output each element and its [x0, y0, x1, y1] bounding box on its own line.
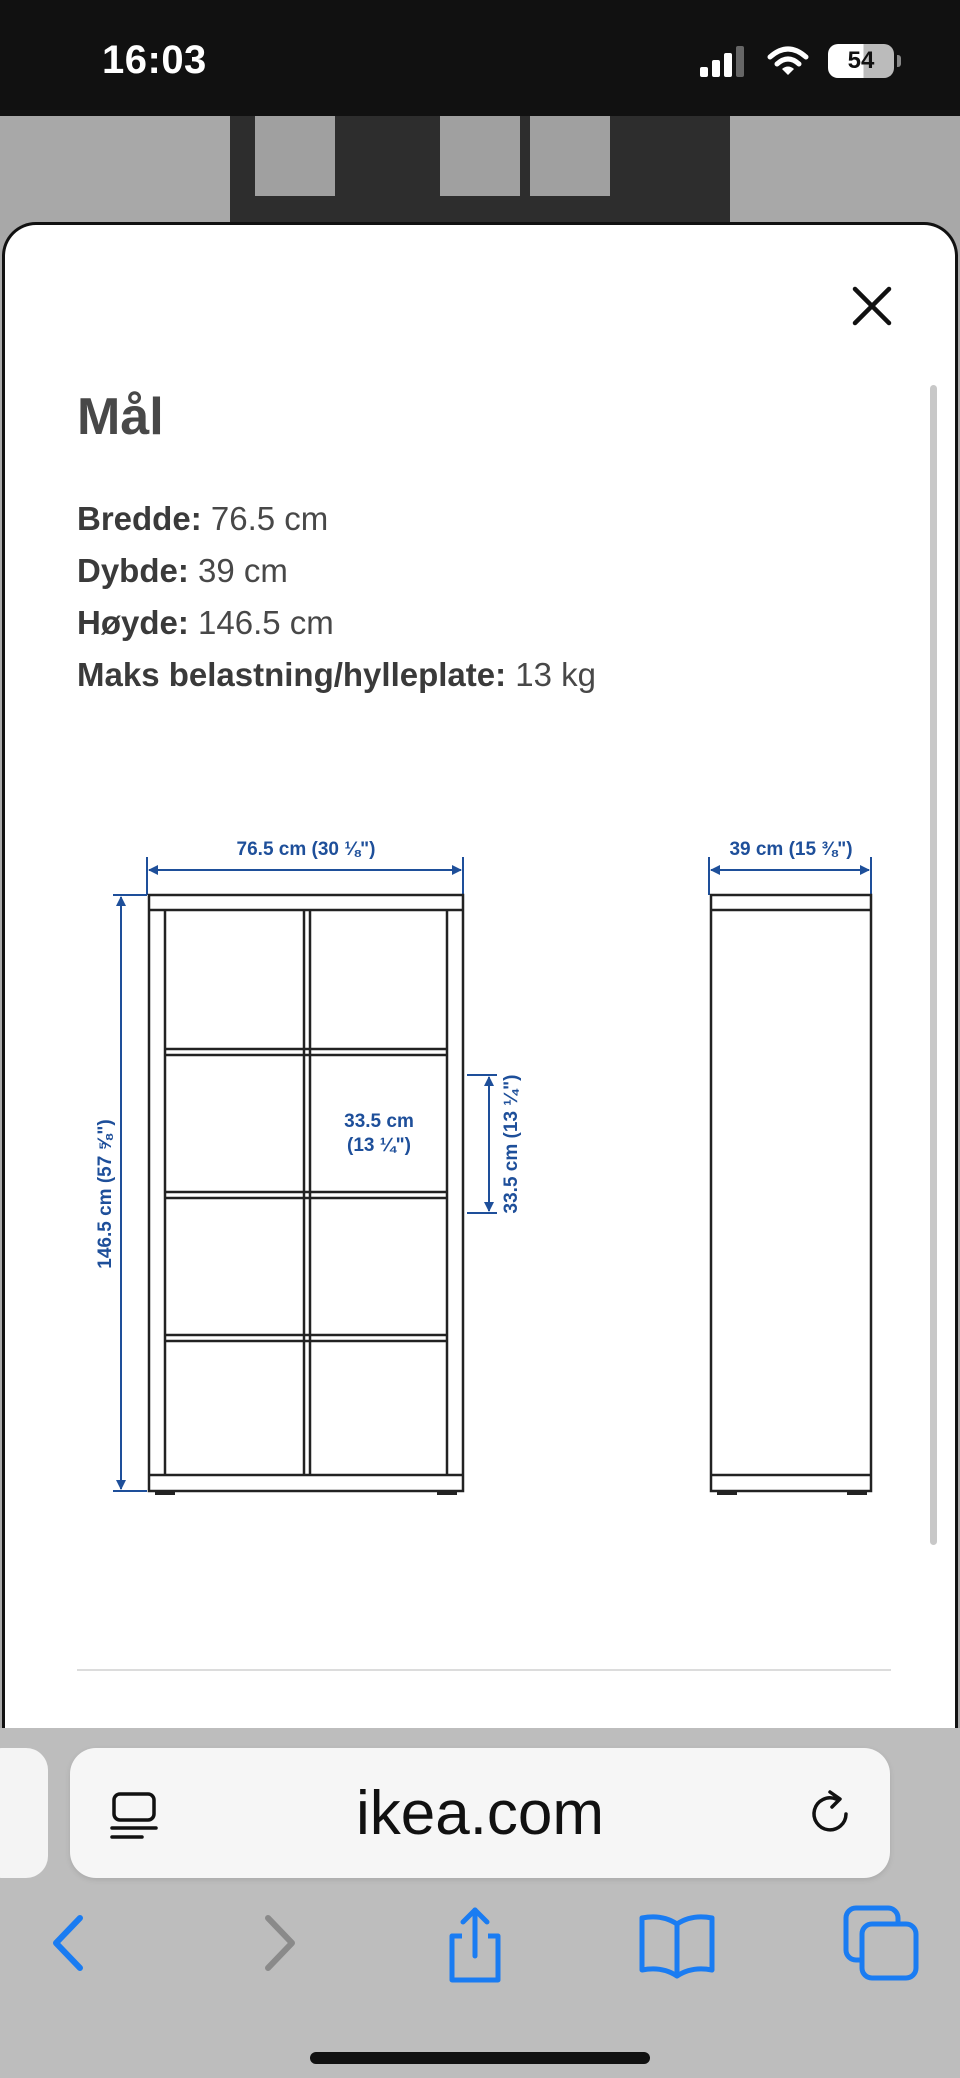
height-dimension-label: 146.5 cm (57 ⅝"): [95, 1119, 116, 1269]
previous-tab-peek[interactable]: [0, 1748, 48, 1878]
spec-label: Dybde:: [77, 552, 189, 589]
home-indicator[interactable]: [310, 2052, 650, 2064]
depth-dimension-label: 39 cm (15 ⅜"): [729, 839, 853, 860]
browser-toolbar: [0, 1898, 960, 2008]
divider: [77, 1669, 891, 1671]
forward-icon[interactable]: [232, 1898, 322, 1988]
width-dimension-label: 76.5 cm (30 ⅛"): [236, 839, 376, 860]
spec-value: 39 cm: [198, 552, 288, 589]
back-icon[interactable]: [26, 1898, 116, 1988]
signal-icon: [698, 45, 748, 77]
background-product-image: [230, 116, 730, 226]
battery-level: 54: [847, 47, 875, 74]
wifi-icon: [766, 45, 810, 77]
dimensions-sheet: [2, 222, 958, 1742]
url-text[interactable]: ikea.com: [355, 1779, 605, 1848]
status-time: 16:03: [102, 38, 207, 82]
spec-value: 13 kg: [515, 656, 597, 693]
spec-list: [77, 493, 596, 701]
bookmarks-icon[interactable]: [632, 1898, 722, 1988]
spec-label: Maks belastning/hylleplate:: [77, 656, 507, 693]
compartment-height-label: 33.5 cm (13 ¼"): [501, 1074, 522, 1214]
tabs-icon[interactable]: [836, 1898, 926, 1988]
close-icon[interactable]: [849, 283, 895, 329]
bg-shelf-hole: [255, 116, 335, 196]
battery-icon: [828, 44, 894, 78]
browser-bottom-bar: [0, 1728, 960, 2078]
spec-value: 146.5 cm: [198, 604, 334, 641]
reload-icon[interactable]: [802, 1786, 858, 1842]
spec-value: 76.5 cm: [210, 500, 329, 537]
address-bar[interactable]: [70, 1748, 890, 1878]
spec-label: Høyde:: [77, 604, 189, 641]
compartment-width-label-imperial: (13 ¼"): [347, 1135, 411, 1156]
bg-shelf-hole: [530, 116, 610, 196]
spec-depth: [77, 545, 596, 597]
spec-width: [77, 493, 596, 545]
spec-height: [77, 597, 596, 649]
compartment-width-label: 33.5 cm: [344, 1111, 414, 1132]
bg-shelf-hole: [440, 116, 520, 196]
page-title: Mål: [77, 388, 164, 446]
status-bar: [0, 0, 960, 116]
status-icons: [698, 44, 894, 78]
share-icon[interactable]: [430, 1898, 520, 1988]
dimension-drawing: [5, 805, 958, 1525]
spec-label: Bredde:: [77, 500, 202, 537]
spec-max-load: [77, 649, 596, 701]
